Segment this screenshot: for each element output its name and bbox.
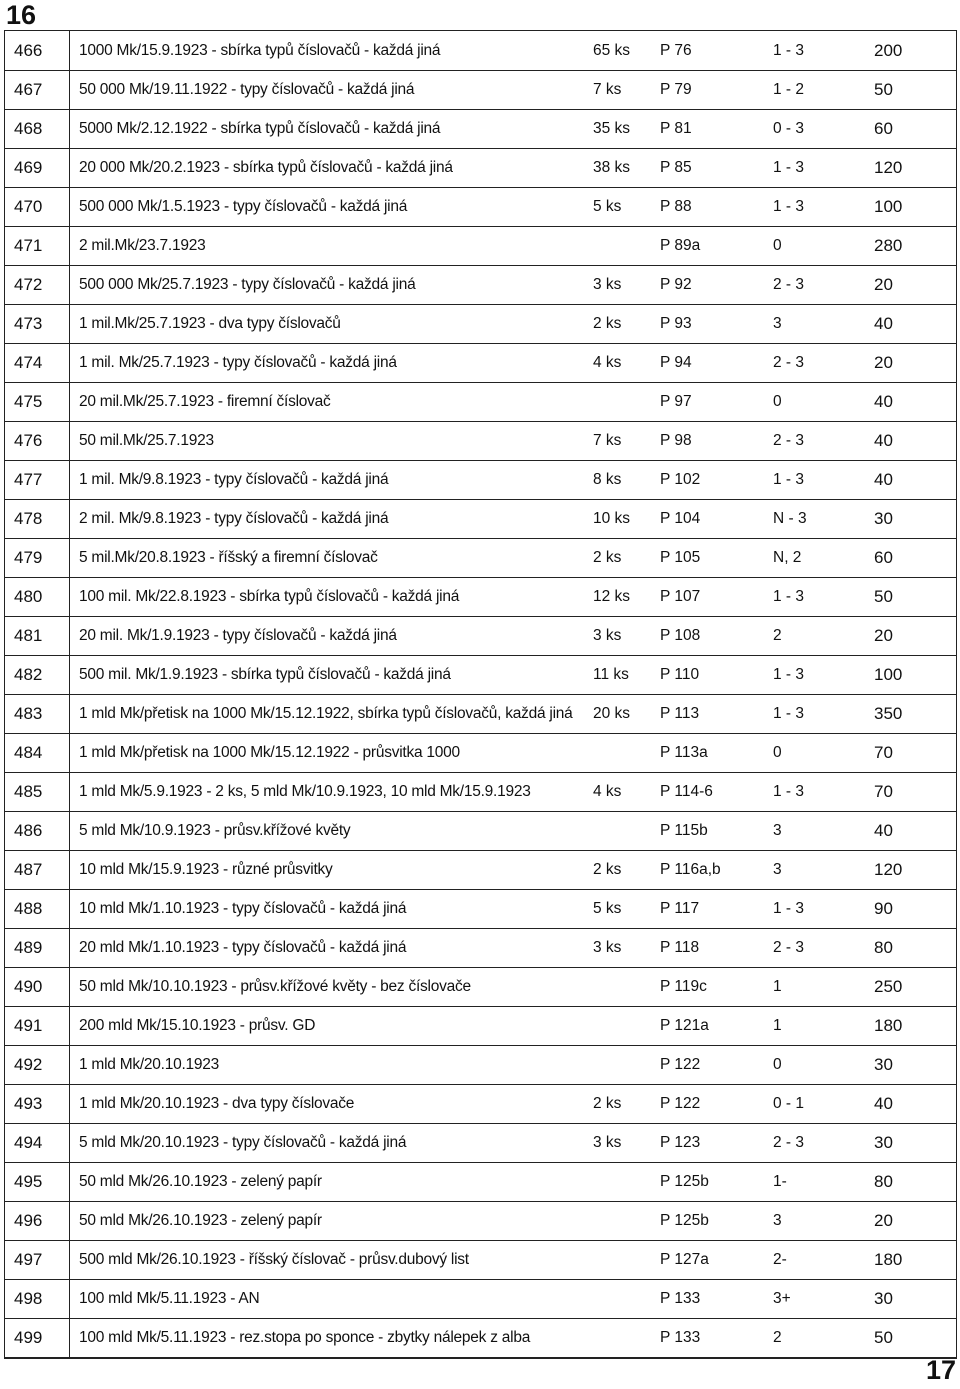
catalog-reference: P 102 (650, 461, 768, 500)
lot-number: 469 (5, 149, 70, 188)
catalog-reference: P 93 (650, 305, 768, 344)
table-row (5, 1202, 957, 1241)
item-grade: 1 - 3 (768, 773, 867, 812)
item-quantity: 8 ks (586, 461, 650, 500)
table-row (5, 890, 957, 929)
table-row (5, 968, 957, 1007)
item-description: 500 000 Mk/1.5.1923 - typy číslovačů - každá jiná (70, 188, 587, 227)
table-row (5, 851, 957, 890)
catalog-reference: P 104 (650, 500, 768, 539)
lot-number: 471 (5, 227, 70, 266)
row-end-spacer (904, 695, 957, 734)
item-description: 50 mld Mk/10.10.1923 - průsv.křížové květy - bez číslovače (70, 968, 587, 1007)
table-row (5, 149, 957, 188)
table-row (5, 656, 957, 695)
row-end-spacer (904, 734, 957, 773)
row-end-spacer (904, 773, 957, 812)
item-grade: 1 (768, 1007, 867, 1046)
item-price: 40 (867, 383, 904, 422)
item-grade: 2- (768, 1241, 867, 1280)
item-grade: 0 (768, 734, 867, 773)
row-end-spacer (904, 500, 957, 539)
item-price: 250 (867, 968, 904, 1007)
item-description: 10 mld Mk/1.10.1923 - typy číslovačů - každá jiná (70, 890, 587, 929)
item-grade: 1 - 3 (768, 890, 867, 929)
catalog-reference: P 107 (650, 578, 768, 617)
item-grade: 2 - 3 (768, 266, 867, 305)
item-price: 40 (867, 812, 904, 851)
catalog-reference: P 89a (650, 227, 768, 266)
row-end-spacer (904, 539, 957, 578)
item-quantity: 10 ks (586, 500, 650, 539)
lot-number: 499 (5, 1319, 70, 1359)
item-quantity: 3 ks (586, 617, 650, 656)
item-quantity (586, 968, 650, 1007)
row-end-spacer (904, 422, 957, 461)
row-end-spacer (904, 71, 957, 110)
lot-number: 482 (5, 656, 70, 695)
item-price: 40 (867, 422, 904, 461)
item-price: 30 (867, 1124, 904, 1163)
item-description: 50 mld Mk/26.10.1923 - zelený papír (70, 1202, 587, 1241)
table-row (5, 383, 957, 422)
lot-number: 486 (5, 812, 70, 851)
catalog-reference: P 113 (650, 695, 768, 734)
catalog-reference: P 85 (650, 149, 768, 188)
lot-number: 485 (5, 773, 70, 812)
item-grade: 1 - 3 (768, 656, 867, 695)
item-description: 1 mil. Mk/25.7.1923 - typy číslovačů - každá jiná (70, 344, 587, 383)
row-end-spacer (904, 929, 957, 968)
item-description: 2 mil.Mk/23.7.1923 (70, 227, 587, 266)
table-row (5, 1007, 957, 1046)
row-end-spacer (904, 617, 957, 656)
item-price: 60 (867, 539, 904, 578)
item-description: 1000 Mk/15.9.1923 - sbírka typů číslovačů - každá jiná (70, 31, 587, 71)
item-description: 5 mil.Mk/20.8.1923 - říšský a firemní číslovač (70, 539, 587, 578)
page-number-bottom: 17 (925, 1355, 956, 1385)
table-row (5, 734, 957, 773)
table-row (5, 500, 957, 539)
row-end-spacer (904, 110, 957, 149)
lot-number: 470 (5, 188, 70, 227)
lot-number: 496 (5, 1202, 70, 1241)
item-grade: 1 - 3 (768, 31, 867, 71)
item-price: 80 (867, 1163, 904, 1202)
catalog-reference: P 117 (650, 890, 768, 929)
catalog-reference: P 127a (650, 1241, 768, 1280)
lot-number: 478 (5, 500, 70, 539)
item-quantity (586, 1202, 650, 1241)
table-row (5, 1319, 957, 1359)
row-end-spacer (904, 851, 957, 890)
catalog-reference: P 122 (650, 1046, 768, 1085)
table-row (5, 110, 957, 149)
lot-number: 474 (5, 344, 70, 383)
item-grade: 3 (768, 851, 867, 890)
catalog-reference: P 114-6 (650, 773, 768, 812)
table-row (5, 1241, 957, 1280)
page-number-top: 16 (6, 0, 37, 30)
item-grade: 3 (768, 1202, 867, 1241)
row-end-spacer (904, 1163, 957, 1202)
item-price: 350 (867, 695, 904, 734)
item-grade: 1 - 3 (768, 695, 867, 734)
catalog-reference: P 116a,b (650, 851, 768, 890)
item-price: 30 (867, 500, 904, 539)
lot-number: 483 (5, 695, 70, 734)
item-price: 40 (867, 1085, 904, 1124)
catalog-reference: P 98 (650, 422, 768, 461)
row-end-spacer (904, 578, 957, 617)
table-row (5, 539, 957, 578)
row-end-spacer (904, 1319, 957, 1359)
item-description: 1 mld Mk/5.9.1923 - 2 ks, 5 mld Mk/10.9.1923, 10 mld Mk/15.9.1923 (70, 773, 587, 812)
item-description: 1 mld Mk/přetisk na 1000 Mk/15.12.1922 - průsvitka 1000 (70, 734, 587, 773)
item-quantity: 7 ks (586, 71, 650, 110)
item-price: 50 (867, 1319, 904, 1359)
row-end-spacer (904, 383, 957, 422)
item-price: 50 (867, 71, 904, 110)
table-row (5, 695, 957, 734)
item-quantity (586, 227, 650, 266)
lot-number: 473 (5, 305, 70, 344)
item-price: 40 (867, 305, 904, 344)
item-quantity (586, 1163, 650, 1202)
catalog-reference: P 110 (650, 656, 768, 695)
item-grade: 1 - 3 (768, 578, 867, 617)
item-price: 180 (867, 1007, 904, 1046)
table-row (5, 266, 957, 305)
catalog-reference: P 119c (650, 968, 768, 1007)
lot-number: 494 (5, 1124, 70, 1163)
item-description: 1 mil. Mk/9.8.1923 - typy číslovačů - každá jiná (70, 461, 587, 500)
catalog-reference: P 115b (650, 812, 768, 851)
lot-number: 476 (5, 422, 70, 461)
catalog-reference: P 133 (650, 1280, 768, 1319)
table-row (5, 1163, 957, 1202)
item-quantity: 4 ks (586, 773, 650, 812)
item-grade: 1 (768, 968, 867, 1007)
catalog-reference: P 118 (650, 929, 768, 968)
row-end-spacer (904, 305, 957, 344)
lot-number: 498 (5, 1280, 70, 1319)
catalog-reference: P 97 (650, 383, 768, 422)
row-end-spacer (904, 656, 957, 695)
row-end-spacer (904, 461, 957, 500)
item-description: 100 mld Mk/5.11.1923 - AN (70, 1280, 587, 1319)
item-price: 20 (867, 344, 904, 383)
row-end-spacer (904, 1085, 957, 1124)
catalog-reference: P 105 (650, 539, 768, 578)
item-description: 20 mil. Mk/1.9.1923 - typy číslovačů - každá jiná (70, 617, 587, 656)
catalog-reference: P 121a (650, 1007, 768, 1046)
lot-number: 475 (5, 383, 70, 422)
item-grade: 0 - 3 (768, 110, 867, 149)
item-price: 60 (867, 110, 904, 149)
catalog-reference: P 123 (650, 1124, 768, 1163)
item-price: 90 (867, 890, 904, 929)
catalog-reference: P 125b (650, 1163, 768, 1202)
item-price: 50 (867, 578, 904, 617)
row-end-spacer (904, 266, 957, 305)
table-row (5, 227, 957, 266)
row-end-spacer (904, 1202, 957, 1241)
item-quantity: 3 ks (586, 266, 650, 305)
row-end-spacer (904, 1007, 957, 1046)
item-quantity: 2 ks (586, 305, 650, 344)
item-grade: 2 (768, 617, 867, 656)
table-row (5, 461, 957, 500)
item-price: 200 (867, 31, 904, 71)
row-end-spacer (904, 31, 957, 71)
item-quantity: 11 ks (586, 656, 650, 695)
row-end-spacer (904, 1280, 957, 1319)
item-quantity: 4 ks (586, 344, 650, 383)
row-end-spacer (904, 890, 957, 929)
item-grade: 2 - 3 (768, 929, 867, 968)
item-description: 1 mld Mk/přetisk na 1000 Mk/15.12.1922, sbírka typů číslovačů, každá jiná (70, 695, 587, 734)
catalog-reference: P 88 (650, 188, 768, 227)
item-grade: 1 - 3 (768, 461, 867, 500)
item-description: 20 mil.Mk/25.7.1923 - firemní číslovač (70, 383, 587, 422)
item-description: 500 mil. Mk/1.9.1923 - sbírka typů číslovačů - každá jiná (70, 656, 587, 695)
item-quantity: 12 ks (586, 578, 650, 617)
lot-number: 497 (5, 1241, 70, 1280)
lot-number: 472 (5, 266, 70, 305)
item-quantity (586, 812, 650, 851)
lot-number: 466 (5, 31, 70, 71)
lot-number: 489 (5, 929, 70, 968)
item-grade: 0 (768, 227, 867, 266)
row-end-spacer (904, 1124, 957, 1163)
table-row (5, 1046, 957, 1085)
item-quantity: 2 ks (586, 539, 650, 578)
catalog-reference: P 122 (650, 1085, 768, 1124)
item-description: 50 000 Mk/19.11.1922 - typy číslovačů - každá jiná (70, 71, 587, 110)
row-end-spacer (904, 968, 957, 1007)
item-quantity: 5 ks (586, 890, 650, 929)
item-price: 40 (867, 461, 904, 500)
item-grade: 0 (768, 1046, 867, 1085)
item-grade: 2 - 3 (768, 1124, 867, 1163)
item-grade: 1 - 2 (768, 71, 867, 110)
catalog-reference: P 81 (650, 110, 768, 149)
lot-number: 467 (5, 71, 70, 110)
item-grade: 3 (768, 305, 867, 344)
table-row (5, 71, 957, 110)
item-grade: 0 (768, 383, 867, 422)
item-description: 20 000 Mk/20.2.1923 - sbírka typů číslovačů - každá jiná (70, 149, 587, 188)
item-grade: N, 2 (768, 539, 867, 578)
table-row (5, 1124, 957, 1163)
item-description: 1 mld Mk/20.10.1923 (70, 1046, 587, 1085)
lot-number: 490 (5, 968, 70, 1007)
lot-number: 492 (5, 1046, 70, 1085)
row-end-spacer (904, 149, 957, 188)
catalog-table (4, 30, 957, 1359)
table-row (5, 344, 957, 383)
row-end-spacer (904, 188, 957, 227)
item-quantity (586, 1280, 650, 1319)
item-description: 10 mld Mk/15.9.1923 - různé průsvitky (70, 851, 587, 890)
item-grade: 1- (768, 1163, 867, 1202)
row-end-spacer (904, 227, 957, 266)
item-grade: 3+ (768, 1280, 867, 1319)
row-end-spacer (904, 344, 957, 383)
item-description: 1 mld Mk/20.10.1923 - dva typy číslovače (70, 1085, 587, 1124)
item-price: 70 (867, 773, 904, 812)
catalog-reference: P 133 (650, 1319, 768, 1359)
item-quantity (586, 1046, 650, 1085)
item-description: 5 mld Mk/20.10.1923 - typy číslovačů - každá jiná (70, 1124, 587, 1163)
table-row (5, 812, 957, 851)
item-description: 500 000 Mk/25.7.1923 - typy číslovačů - každá jiná (70, 266, 587, 305)
item-quantity (586, 1007, 650, 1046)
item-price: 20 (867, 617, 904, 656)
item-description: 5 mld Mk/10.9.1923 - průsv.křížové květy (70, 812, 587, 851)
item-quantity (586, 383, 650, 422)
table-row (5, 617, 957, 656)
item-grade: 1 - 3 (768, 188, 867, 227)
item-price: 280 (867, 227, 904, 266)
item-quantity: 2 ks (586, 851, 650, 890)
lot-number: 493 (5, 1085, 70, 1124)
item-quantity: 5 ks (586, 188, 650, 227)
catalog-reference: P 94 (650, 344, 768, 383)
row-end-spacer (904, 1046, 957, 1085)
item-description: 20 mld Mk/1.10.1923 - typy číslovačů - každá jiná (70, 929, 587, 968)
item-quantity: 35 ks (586, 110, 650, 149)
item-quantity: 7 ks (586, 422, 650, 461)
item-quantity: 3 ks (586, 1124, 650, 1163)
table-row (5, 773, 957, 812)
lot-number: 481 (5, 617, 70, 656)
table-row (5, 1085, 957, 1124)
item-quantity: 20 ks (586, 695, 650, 734)
table-row (5, 188, 957, 227)
table-row (5, 422, 957, 461)
item-quantity: 65 ks (586, 31, 650, 71)
item-description: 500 mld Mk/26.10.1923 - říšský číslovač - průsv.dubový list (70, 1241, 587, 1280)
catalog-reference: P 108 (650, 617, 768, 656)
catalog-reference: P 125b (650, 1202, 768, 1241)
item-quantity: 3 ks (586, 929, 650, 968)
lot-number: 487 (5, 851, 70, 890)
item-grade: 0 - 1 (768, 1085, 867, 1124)
item-quantity (586, 1319, 650, 1359)
item-description: 1 mil.Mk/25.7.1923 - dva typy číslovačů (70, 305, 587, 344)
item-description: 200 mld Mk/15.10.1923 - průsv. GD (70, 1007, 587, 1046)
lot-number: 479 (5, 539, 70, 578)
table-row (5, 305, 957, 344)
item-grade: 2 - 3 (768, 422, 867, 461)
item-grade: 2 (768, 1319, 867, 1359)
item-quantity: 2 ks (586, 1085, 650, 1124)
lot-number: 491 (5, 1007, 70, 1046)
table-row (5, 31, 957, 71)
catalog-reference: P 113a (650, 734, 768, 773)
catalog-reference: P 76 (650, 31, 768, 71)
lot-number: 477 (5, 461, 70, 500)
item-grade: 2 - 3 (768, 344, 867, 383)
item-grade: 1 - 3 (768, 149, 867, 188)
item-quantity (586, 734, 650, 773)
item-quantity: 38 ks (586, 149, 650, 188)
item-price: 100 (867, 188, 904, 227)
table-row (5, 578, 957, 617)
catalog-reference: P 79 (650, 71, 768, 110)
item-quantity (586, 1241, 650, 1280)
row-end-spacer (904, 812, 957, 851)
lot-number: 488 (5, 890, 70, 929)
item-price: 20 (867, 1202, 904, 1241)
item-price: 120 (867, 149, 904, 188)
lot-number: 495 (5, 1163, 70, 1202)
item-price: 120 (867, 851, 904, 890)
table-row (5, 929, 957, 968)
item-price: 100 (867, 656, 904, 695)
item-description: 50 mil.Mk/25.7.1923 (70, 422, 587, 461)
item-price: 70 (867, 734, 904, 773)
lot-number: 468 (5, 110, 70, 149)
item-description: 2 mil. Mk/9.8.1923 - typy číslovačů - každá jiná (70, 500, 587, 539)
item-description: 100 mil. Mk/22.8.1923 - sbírka typů číslovačů - každá jiná (70, 578, 587, 617)
item-price: 30 (867, 1280, 904, 1319)
lot-number: 484 (5, 734, 70, 773)
item-description: 5000 Mk/2.12.1922 - sbírka typů číslovačů - každá jiná (70, 110, 587, 149)
item-grade: 3 (768, 812, 867, 851)
lot-number: 480 (5, 578, 70, 617)
item-grade: N - 3 (768, 500, 867, 539)
item-price: 30 (867, 1046, 904, 1085)
item-description: 50 mld Mk/26.10.1923 - zelený papír (70, 1163, 587, 1202)
item-price: 180 (867, 1241, 904, 1280)
table-row (5, 1280, 957, 1319)
catalog-reference: P 92 (650, 266, 768, 305)
item-price: 20 (867, 266, 904, 305)
row-end-spacer (904, 1241, 957, 1280)
item-price: 80 (867, 929, 904, 968)
item-description: 100 mld Mk/5.11.1923 - rez.stopa po sponce - zbytky nálepek z alba (70, 1319, 587, 1359)
